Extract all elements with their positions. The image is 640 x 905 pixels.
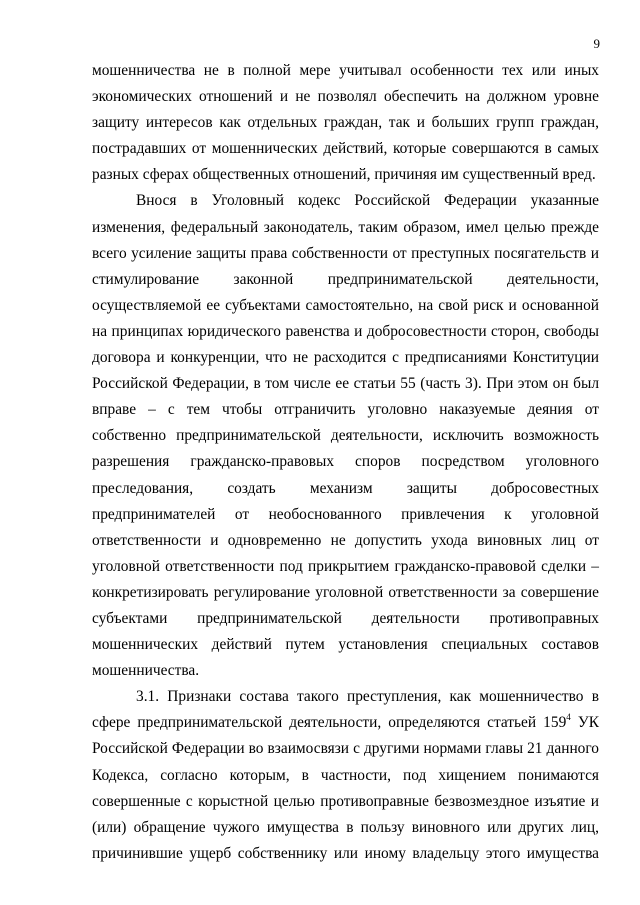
paragraph-continuation: мошенничества не в полной мере учитывал особенности тех или иных экономических отношений и не позволял обеспечить на должном уровне защиту интересов как отдельных граждан, так и больших групп граждан, пострадавших от мошеннических действий, которые совершаются в самых разных сферах общественных отношений, причиняя им существенный вред. [92, 62, 599, 184]
paragraph-text-after-superscript: УК Российской Федерации во взаимосвязи с другими нормами главы 21 данного Кодекса, согласно которым, в частности, под хищением понимаются совершенные с корыстной целью противоправные безвозмездное изъятие и (или) обращение чужого имущества в пользу виновного или других лиц, причинившие ущерб собственнику или иному владельцу этого имущества [92, 714, 599, 862]
paragraph-legislator-intent: Внося в Уголовный кодекс Российской Федерации указанные изменения, федеральный законодатель, таким образом, имел целью прежде всего усиление защиты права собственности от преступных посягательств и стимулирование законной предпринимательской деятельности, осуществляемой ее субъектами самостоятельно, на свой риск и основанной на принципах юридического равенства и добросовестности сторон, свободы договора и конкуренции, что не расходится с предписаниями Конституции Российской Федерации, в том числе ее статьи 55 (часть 3). При этом он был вправе – с тем чтобы отграничить уголовно наказуемые деяния от собственно предпринимательской деятельности, исключить возможность разрешения гражданско-правовых споров посредством уголовного преследования, создать механизм защиты добросовестных предпринимателей от необоснованного привлечения к уголовной ответственности и одновременно не допустить ухода виновных лиц от уголовной ответственности под прикрытием гражданско-правовой сделки – конкретизировать регулирование уголовной ответственности за совершение субъектами предпринимательской деятельности противоправных мошеннических действий путем установления специальных составов мошенничества. [92, 192, 599, 680]
page-number: 9 [593, 36, 600, 51]
paragraph-text-before-superscript: 3.1. Признаки состава такого преступления, как мошенничество в сфере предпринимательской деятельности, определяются статьей 159 [92, 688, 599, 732]
article-superscript: 4 [566, 712, 571, 723]
document-body [92, 58, 599, 867]
paragraph-section-3-1 [92, 684, 599, 867]
